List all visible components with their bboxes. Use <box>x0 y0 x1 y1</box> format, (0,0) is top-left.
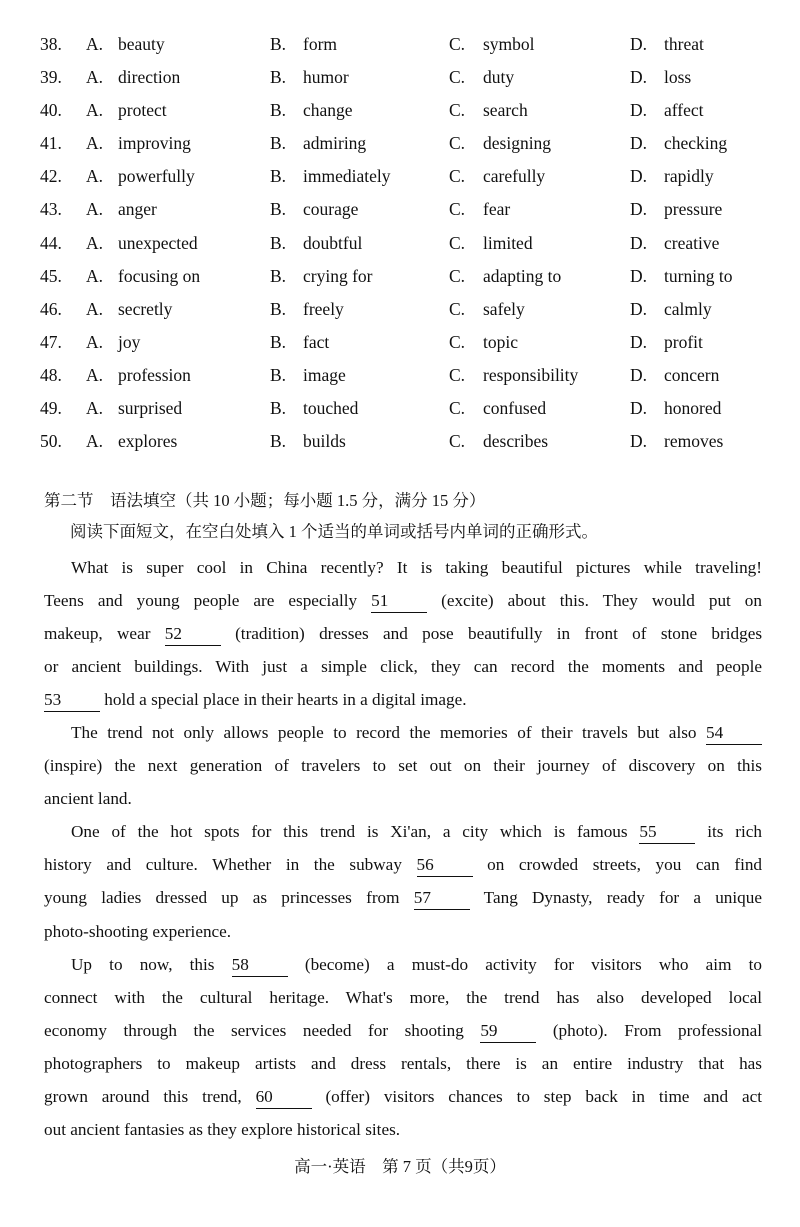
option-letter-d: D. <box>630 67 648 88</box>
option-b: humor <box>303 67 349 88</box>
option-a: surprised <box>118 398 183 419</box>
option-letter-c: C. <box>449 232 466 253</box>
option-b: courage <box>303 199 359 220</box>
option-a: unexpected <box>118 232 198 253</box>
option-a: anger <box>118 199 157 220</box>
option-c: duty <box>483 67 515 88</box>
text: makeup, wear <box>44 624 151 644</box>
text: young ladies dressed up as princesses from <box>44 888 400 908</box>
question-row <box>0 359 800 392</box>
option-d: removes <box>664 431 724 452</box>
question-row <box>0 193 800 226</box>
blank-55: 55 <box>639 821 695 844</box>
option-d: creative <box>664 232 720 253</box>
option-d: concern <box>664 364 720 385</box>
question-row <box>0 160 800 193</box>
option-a: direction <box>118 67 181 88</box>
blank-51: 51 <box>371 590 427 613</box>
option-letter-d: D. <box>630 398 648 419</box>
option-letter-a: A. <box>86 298 104 319</box>
passage-line <box>44 815 762 848</box>
question-number: 45. <box>40 265 62 286</box>
question-row <box>0 425 800 458</box>
question-number: 38. <box>40 34 62 54</box>
question-row <box>0 127 800 160</box>
option-d: checking <box>664 133 728 154</box>
text: The trend not only allows people to record the memories of their travels but also <box>71 723 697 743</box>
text: Teens and young people are especially <box>44 591 358 611</box>
option-letter-a: A. <box>86 34 104 54</box>
option-letter-c: C. <box>449 199 466 220</box>
option-letter-d: D. <box>630 265 648 286</box>
option-letter-c: C. <box>449 398 466 419</box>
question-number: 41. <box>40 133 62 154</box>
passage-line <box>44 981 762 1014</box>
text: (offer) visitors chances to step back in time and act <box>325 1086 763 1106</box>
text: (become) a must-do activity for visitors who aim to <box>304 954 762 974</box>
option-b: builds <box>303 431 346 452</box>
question-number: 49. <box>40 398 62 419</box>
option-d: loss <box>664 67 692 88</box>
option-letter-c: C. <box>449 67 466 88</box>
option-letter-b: B. <box>270 100 287 121</box>
option-c: search <box>483 100 528 121</box>
passage-line <box>44 1080 762 1113</box>
blank-57: 57 <box>414 887 470 910</box>
text: economy through the services needed for shooting <box>44 1020 464 1040</box>
option-b: touched <box>303 398 359 419</box>
option-d: threat <box>664 34 704 54</box>
question-row <box>0 61 800 94</box>
passage-line <box>44 716 762 749</box>
section-instruction: 阅读下面短文，在空白处填入 1 个适当的单词或括号内单词的正确形式。 <box>70 522 598 541</box>
option-letter-c: C. <box>449 133 466 154</box>
option-letter-b: B. <box>270 398 287 419</box>
blank-58: 58 <box>232 954 288 977</box>
passage <box>44 551 762 1146</box>
option-letter-b: B. <box>270 431 287 452</box>
option-c: safely <box>483 298 525 319</box>
option-d: honored <box>664 398 722 419</box>
option-letter-d: D. <box>630 199 648 220</box>
option-c: designing <box>483 133 552 154</box>
question-row <box>0 28 800 61</box>
blank-53: 53 <box>44 689 100 712</box>
text: photographers to makeup artists and dress rentals, there is an entire industry that has <box>44 1053 762 1073</box>
option-letter-d: D. <box>630 232 648 253</box>
option-d: calmly <box>664 298 712 319</box>
option-letter-d: D. <box>630 364 648 385</box>
section-heading: 第二节 语法填空（共 10 小题；每小题 1.5 分，满分 15 分） <box>44 491 486 510</box>
text: (excite) about this. They would put on <box>441 591 762 611</box>
option-letter-b: B. <box>270 331 287 352</box>
passage-line <box>44 749 762 782</box>
option-a: powerfully <box>118 166 195 187</box>
option-d: profit <box>664 331 703 352</box>
passage-line <box>44 584 762 617</box>
passage-line <box>44 782 762 815</box>
question-row <box>0 326 800 359</box>
text: or ancient buildings. With just a simple click, they can record the moments and people <box>44 657 762 677</box>
option-d: pressure <box>664 199 723 220</box>
option-a: focusing on <box>118 265 201 286</box>
question-row <box>0 94 800 127</box>
option-letter-b: B. <box>270 34 287 54</box>
option-c: carefully <box>483 166 546 187</box>
option-letter-c: C. <box>449 364 466 385</box>
option-letter-b: B. <box>270 232 287 253</box>
option-letter-b: B. <box>270 67 287 88</box>
passage-line <box>44 1047 762 1080</box>
option-c: fear <box>483 199 511 220</box>
option-b: image <box>303 364 346 385</box>
option-letter-a: A. <box>86 100 104 121</box>
text: photo-shooting experience. <box>44 921 232 941</box>
option-letter-b: B. <box>270 298 287 319</box>
option-letter-c: C. <box>449 166 466 187</box>
option-letter-a: A. <box>86 199 104 220</box>
option-b: doubtful <box>303 232 363 253</box>
text: its rich <box>707 822 763 842</box>
text: hold a special place in their hearts in a digital image. <box>104 690 467 710</box>
question-number: 48. <box>40 364 62 385</box>
question-number: 42. <box>40 166 62 187</box>
option-c: responsibility <box>483 364 579 385</box>
option-letter-b: B. <box>270 265 287 286</box>
question-row <box>0 260 800 293</box>
option-letter-a: A. <box>86 232 104 253</box>
question-number: 43. <box>40 199 62 220</box>
text: (photo). From professional <box>552 1020 762 1040</box>
text: grown around this trend, <box>44 1086 242 1106</box>
option-c: confused <box>483 398 547 419</box>
option-c: topic <box>483 331 518 352</box>
option-b: fact <box>303 331 330 352</box>
option-d: turning to <box>664 265 733 286</box>
option-letter-d: D. <box>630 431 648 452</box>
option-letter-d: D. <box>630 34 648 54</box>
text: Up to now, this <box>71 954 215 974</box>
text: What is super cool in China recently? It is taking beautiful pictures while traveling! <box>71 558 762 577</box>
blank-60: 60 <box>256 1086 312 1109</box>
option-a: joy <box>118 331 141 352</box>
option-c: limited <box>483 232 533 253</box>
option-letter-b: B. <box>270 166 287 187</box>
option-letter-c: C. <box>449 431 466 452</box>
option-d: affect <box>664 100 704 121</box>
option-a: secretly <box>118 298 173 319</box>
question-number: 40. <box>40 100 62 121</box>
passage-line <box>44 915 762 948</box>
option-letter-b: B. <box>270 199 287 220</box>
blank-52: 52 <box>165 623 221 646</box>
option-a: protect <box>118 100 167 121</box>
question-number: 50. <box>40 431 62 452</box>
option-a: profession <box>118 364 191 385</box>
option-b: change <box>303 100 353 121</box>
option-b: admiring <box>303 133 367 154</box>
question-number: 47. <box>40 331 62 352</box>
passage-line <box>44 617 762 650</box>
option-letter-d: D. <box>630 331 648 352</box>
options-list <box>0 28 800 458</box>
option-letter-a: A. <box>86 265 104 286</box>
option-letter-c: C. <box>449 331 466 352</box>
text: history and culture. Whether in the subway <box>44 855 402 875</box>
text: Tang Dynasty, ready for a unique <box>483 888 762 908</box>
text: (inspire) the next generation of travelers to set out on their journey of discovery on this <box>44 756 762 776</box>
passage-line <box>44 683 762 716</box>
option-letter-a: A. <box>86 431 104 452</box>
question-row <box>0 392 800 425</box>
option-letter-c: C. <box>449 100 466 121</box>
passage-line <box>44 551 762 584</box>
option-b: freely <box>303 298 344 319</box>
option-letter-a: A. <box>86 133 104 154</box>
option-c: symbol <box>483 34 535 54</box>
question-number: 46. <box>40 298 62 319</box>
option-a: improving <box>118 133 191 154</box>
question-number: 44. <box>40 232 62 253</box>
text: One of the hot spots for this trend is Xi'an, a city which is famous <box>71 822 628 842</box>
text: connect with the cultural heritage. What's more, the trend has also developed local <box>44 987 762 1007</box>
option-letter-d: D. <box>630 298 648 319</box>
text: on crowded streets, you can find <box>487 855 763 875</box>
passage-line <box>44 848 762 881</box>
option-letter-d: D. <box>630 100 648 121</box>
question-number: 39. <box>40 67 62 88</box>
question-row <box>0 227 800 260</box>
blank-54: 54 <box>706 722 762 745</box>
passage-line <box>44 1113 762 1146</box>
blank-59: 59 <box>480 1020 536 1043</box>
option-c: adapting to <box>483 265 562 286</box>
option-c: describes <box>483 431 549 452</box>
option-a: beauty <box>118 34 165 54</box>
option-letter-a: A. <box>86 398 104 419</box>
page-footer: 高一·英语 第 7 页（共9页） <box>294 1157 506 1176</box>
option-letter-c: C. <box>449 298 466 319</box>
option-letter-b: B. <box>270 133 287 154</box>
option-a: explores <box>118 431 178 452</box>
passage-line <box>44 650 762 683</box>
option-b: form <box>303 34 338 54</box>
passage-line <box>44 881 762 914</box>
passage-line <box>44 1014 762 1047</box>
option-letter-a: A. <box>86 331 104 352</box>
option-letter-c: C. <box>449 265 466 286</box>
text: (tradition) dresses and pose beautifully in front of stone bridges <box>235 624 763 644</box>
blank-56: 56 <box>417 854 473 877</box>
option-d: rapidly <box>664 166 714 187</box>
option-letter-a: A. <box>86 166 104 187</box>
option-b: crying for <box>303 265 373 286</box>
option-letter-c: C. <box>449 34 466 54</box>
question-row <box>0 293 800 326</box>
passage-line <box>44 948 762 981</box>
option-letter-a: A. <box>86 364 104 385</box>
option-b: immediately <box>303 166 391 187</box>
text: ancient land. <box>44 789 132 809</box>
text: out ancient fantasies as they explore historical sites. <box>44 1119 401 1139</box>
option-letter-d: D. <box>630 166 648 187</box>
option-letter-a: A. <box>86 67 104 88</box>
option-letter-d: D. <box>630 133 648 154</box>
option-letter-b: B. <box>270 364 287 385</box>
